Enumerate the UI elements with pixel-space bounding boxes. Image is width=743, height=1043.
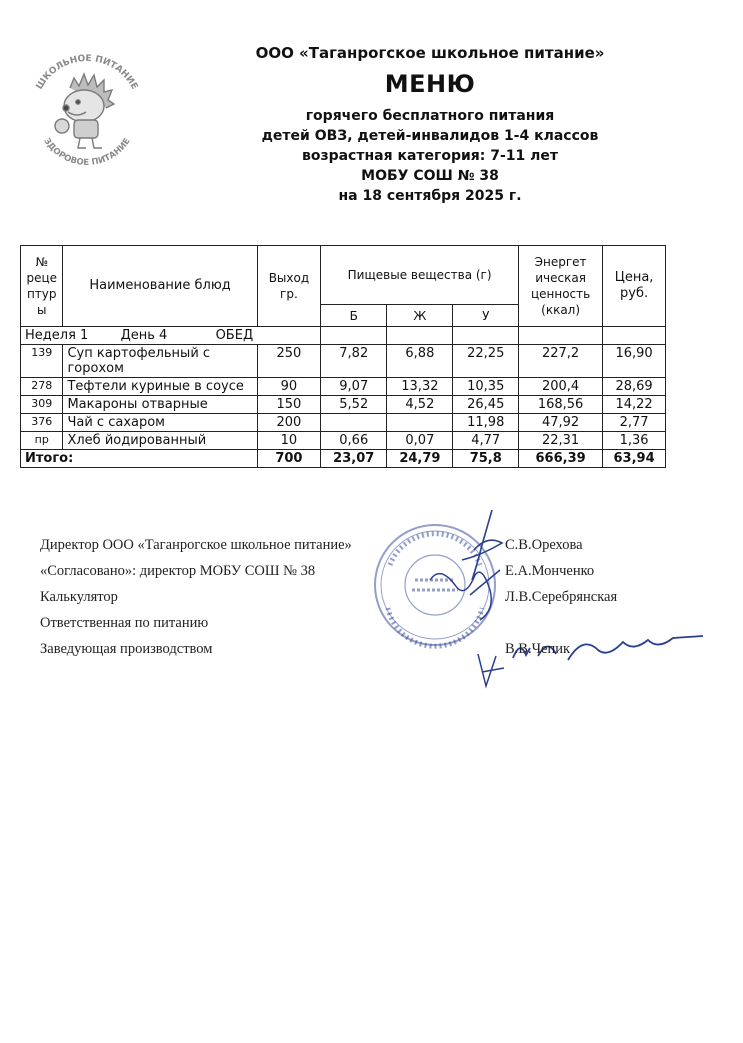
header-line-1: горячего бесплатного питания	[305, 108, 555, 124]
row-recipe: пр	[21, 432, 63, 450]
logo-bottom-text: ЗДОРОВОЕ ПИТАНИЕ	[41, 136, 133, 168]
row-dish-name: Макароны отварные	[63, 396, 257, 414]
row-output: 250	[257, 345, 321, 378]
row-price: 28,69	[603, 378, 666, 396]
row-price: 1,36	[603, 432, 666, 450]
signature-person: С.В.Орехова	[505, 537, 583, 553]
row-carbs: 26,45	[453, 396, 519, 414]
row-fat: 0,07	[387, 432, 453, 450]
section-cell	[21, 327, 321, 345]
row-output: 200	[257, 414, 321, 432]
row-recipe: 278	[21, 378, 63, 396]
row-price: 14,22	[603, 396, 666, 414]
row-protein: 5,52	[321, 396, 387, 414]
row-energy: 47,92	[519, 414, 603, 432]
logo-top-text: ШКОЛЬНОЕ ПИТАНИЕ	[34, 53, 140, 92]
row-energy: 200,4	[519, 378, 603, 396]
school-meals-logo	[22, 40, 152, 180]
row-dish-name: Тефтели куриные в соусе	[63, 378, 257, 396]
table-row	[21, 432, 666, 450]
table-row	[21, 414, 666, 432]
row-protein: 0,66	[321, 432, 387, 450]
signatures-block	[40, 537, 660, 667]
header-output: Выход гр.	[257, 246, 321, 327]
header-fat: Ж	[387, 305, 453, 327]
total-fat: 24,79	[387, 450, 453, 468]
row-energy: 227,2	[519, 345, 603, 378]
header-line-2: детей ОВЗ, детей-инвалидов 1-4 классов	[261, 128, 599, 144]
row-recipe: 309	[21, 396, 63, 414]
header-carbs: У	[453, 305, 519, 327]
row-carbs: 11,98	[453, 414, 519, 432]
signature-row	[40, 641, 660, 667]
hedgehog-icon	[55, 74, 114, 148]
row-fat: 6,88	[387, 345, 453, 378]
signature-row	[40, 537, 660, 563]
signature-row	[40, 615, 660, 641]
row-carbs: 4,77	[453, 432, 519, 450]
table-row	[21, 396, 666, 414]
row-output: 10	[257, 432, 321, 450]
row-protein	[321, 414, 387, 432]
signature-role: Директор ООО «Таганрогское школьное питание»	[40, 537, 352, 553]
signature-role: Заведующая производством	[40, 641, 213, 657]
row-carbs: 10,35	[453, 378, 519, 396]
total-output: 700	[257, 450, 321, 468]
signature-role: Ответственная по питанию	[40, 615, 209, 631]
row-output: 150	[257, 396, 321, 414]
table-header-row	[21, 246, 666, 305]
total-label: Итого:	[21, 450, 258, 468]
row-energy: 168,56	[519, 396, 603, 414]
signature-person: Е.А.Монченко	[505, 563, 595, 579]
header-line-4: МОБУ СОШ № 38	[361, 168, 499, 184]
signature-role: Калькулятор	[40, 589, 118, 605]
table-row	[21, 378, 666, 396]
total-energy: 666,39	[519, 450, 603, 468]
section-week: Неделя 1	[25, 328, 89, 343]
row-price: 16,90	[603, 345, 666, 378]
total-protein: 23,07	[321, 450, 387, 468]
organization-name: ООО «Таганрогское школьное питание»	[255, 44, 605, 62]
header-recipe: № реце птур ы	[21, 246, 63, 327]
row-protein: 9,07	[321, 378, 387, 396]
row-dish-name: Хлеб йодированный	[63, 432, 257, 450]
header-line-5: на 18 сентября 2025 г.	[338, 188, 522, 204]
svg-text:ЗДОРОВОЕ ПИТАНИЕ	[41, 136, 132, 168]
total-row	[21, 450, 666, 468]
row-energy: 22,31	[519, 432, 603, 450]
signature-person: Л.В.Серебрянская	[505, 589, 618, 605]
total-price: 63,94	[603, 450, 666, 468]
row-dish-name: Суп картофельный с горохом	[63, 345, 257, 378]
row-fat	[387, 414, 453, 432]
row-fat: 13,32	[387, 378, 453, 396]
signature-row	[40, 563, 660, 589]
header-nutrients: Пищевые вещества (г)	[321, 246, 519, 305]
header-price: Цена, руб.	[603, 246, 666, 327]
total-carbs: 75,8	[453, 450, 519, 468]
section-meal: ОБЕД	[215, 328, 254, 343]
section-row	[21, 327, 666, 345]
document-header	[240, 44, 620, 206]
signature-person: В.В.Чепик	[505, 641, 571, 657]
menu-table	[20, 245, 666, 468]
row-protein: 7,82	[321, 345, 387, 378]
table-row	[21, 345, 666, 378]
row-price: 2,77	[603, 414, 666, 432]
signature-row	[40, 589, 660, 615]
header-name: Наименование блюд	[63, 246, 257, 327]
row-recipe: 139	[21, 345, 63, 378]
row-recipe: 376	[21, 414, 63, 432]
row-dish-name: Чай с сахаром	[63, 414, 257, 432]
row-carbs: 22,25	[453, 345, 519, 378]
signature-role: «Согласовано»: директор МОБУ СОШ № 38	[40, 563, 316, 579]
row-output: 90	[257, 378, 321, 396]
row-fat: 4,52	[387, 396, 453, 414]
header-energy: Энергет ическая ценность (ккал)	[519, 246, 603, 327]
menu-title: МЕНЮ	[384, 70, 476, 98]
header-protein: Б	[321, 305, 387, 327]
header-line-3: возрастная категория: 7-11 лет	[301, 148, 559, 164]
section-day: День 4	[120, 328, 168, 343]
